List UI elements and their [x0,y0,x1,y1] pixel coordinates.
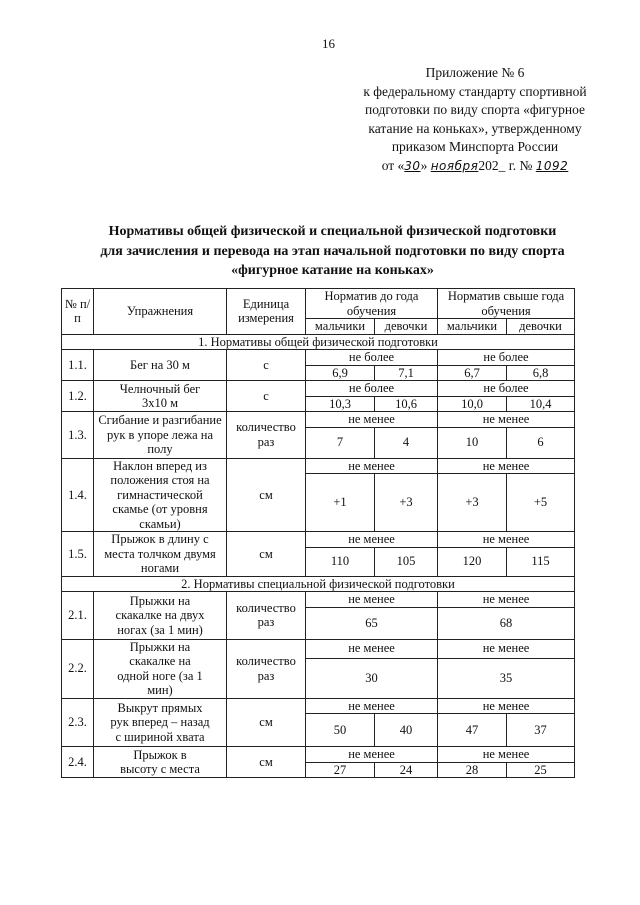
order-date [330,157,620,176]
qualifier: не менее [306,747,438,763]
qualifier: не менее [438,698,575,714]
qualifier: не менее [306,458,438,474]
qualifier: не менее [438,458,575,474]
value: 47 [438,714,507,747]
appendix-header [330,64,620,175]
value: 110 [306,547,375,576]
value: 115 [507,547,575,576]
qualifier: не менее [306,592,438,608]
page-number: 16 [322,36,335,51]
qualifier: не менее [306,412,438,428]
qualifier: не менее [438,747,575,763]
row-num: 2.2. [62,639,94,698]
value: 10 [438,427,507,458]
qualifier: не более [306,381,438,397]
row-num: 2.1. [62,592,94,640]
header-num: № п/п [62,289,94,335]
header-exercise: Упражнения [94,289,227,335]
value: 6,9 [306,365,375,381]
value: 10,0 [438,396,507,412]
value: 10,6 [375,396,438,412]
date-mid: » [420,157,431,173]
value: 10,4 [507,396,575,412]
title-line: «фигурное катание на коньках» [231,263,434,278]
qualifier: не менее [438,592,575,608]
value: +1 [306,474,375,532]
norms-table [61,288,575,778]
row-unit: см [227,458,306,532]
section-title: 2. Нормативы специальной физической подготовки [62,576,575,592]
value: +5 [507,474,575,532]
value: 37 [507,714,575,747]
row-exercise: Челночный бег 3х10 м [94,381,227,412]
value: 65 [306,607,438,639]
value: 27 [306,762,375,778]
document-title [60,222,605,281]
row-unit: с [227,350,306,381]
value: 6,7 [438,365,507,381]
appendix-line: подготовки по виду спорта «фигурное [364,102,586,117]
row-exercise: Наклон вперед из положения стоя на гимнастической скамье (от уровня скамьи) [94,458,227,532]
title-line: для зачисления и перевода на этап начальной подготовки по виду спорта [100,243,565,259]
header-unit: Единица измерения [227,289,306,335]
row-exercise: Прыжок в длину с места толчком двумя ногами [94,532,227,577]
row-num: 1.4. [62,458,94,532]
section-title: 1. Нормативы общей физической подготовки [62,334,575,350]
qualifier: не менее [438,532,575,548]
appendix-line: к федеральному стандарту спортивной [363,83,587,99]
value: 25 [507,762,575,778]
header-girls: девочки [375,319,438,335]
row-exercise: Прыжки на скакалке на одной ноге (за 1 мин) [94,639,227,698]
row-exercise: Бег на 30 м [94,350,227,381]
header-group1: Норматив до года обучения [306,289,438,319]
row-unit: см [227,532,306,577]
qualifier: не менее [306,639,438,658]
row-num: 1.1. [62,350,94,381]
row-num: 1.3. [62,412,94,459]
value: 68 [438,607,575,639]
value: 6 [507,427,575,458]
row-unit: количество раз [227,639,306,698]
qualifier: не менее [438,412,575,428]
title-line: Нормативы общей физической и специальной физической подготовки [108,224,557,239]
value: 6,8 [507,365,575,381]
header-boys: мальчики [438,319,507,335]
value: 35 [438,658,575,698]
header-boys: мальчики [306,319,375,335]
row-unit: с [227,381,306,412]
qualifier: не менее [306,532,438,548]
qualifier: не более [438,350,575,366]
date-prefix: от « [381,157,405,173]
date-year: 202_ г. № [478,157,536,173]
row-num: 1.5. [62,532,94,577]
value: 28 [438,762,507,778]
value: +3 [438,474,507,532]
value: 120 [438,547,507,576]
value: 7,1 [375,365,438,381]
qualifier: не более [306,350,438,366]
value: 7 [306,427,375,458]
value: 24 [375,762,438,778]
row-exercise: Сгибание и разгибание рук в упоре лежа на полу [94,412,227,459]
value: 30 [306,658,438,698]
row-num: 1.2. [62,381,94,412]
header-group2: Норматив свыше года обучения [438,289,575,319]
qualifier: не менее [438,639,575,658]
row-exercise: Прыжок в высоту с места [94,747,227,778]
row-unit: см [227,747,306,778]
handwritten-day: 30 [404,158,421,173]
row-unit: количество раз [227,412,306,459]
value: 40 [375,714,438,747]
handwritten-number: 1092 [535,158,569,173]
appendix-line: приказом Минспорта России [391,139,559,154]
row-unit: см [227,698,306,747]
value: 50 [306,714,375,747]
row-exercise: Выкрут прямых рук вперед – назад с шириной хвата [94,698,227,747]
value: +3 [375,474,438,532]
value: 105 [375,547,438,576]
header-girls: девочки [507,319,575,335]
row-unit: количество раз [227,592,306,640]
row-num: 2.3. [62,698,94,747]
handwritten-month: ноября [430,158,479,173]
qualifier: не менее [306,698,438,714]
appendix-title: Приложение № 6 [425,65,525,80]
row-num: 2.4. [62,747,94,778]
appendix-line: катание на коньках», утвержденному [368,120,582,136]
value: 4 [375,427,438,458]
row-exercise: Прыжки на скакалке на двух ногах (за 1 мин) [94,592,227,640]
qualifier: не более [438,381,575,397]
value: 10,3 [306,396,375,412]
